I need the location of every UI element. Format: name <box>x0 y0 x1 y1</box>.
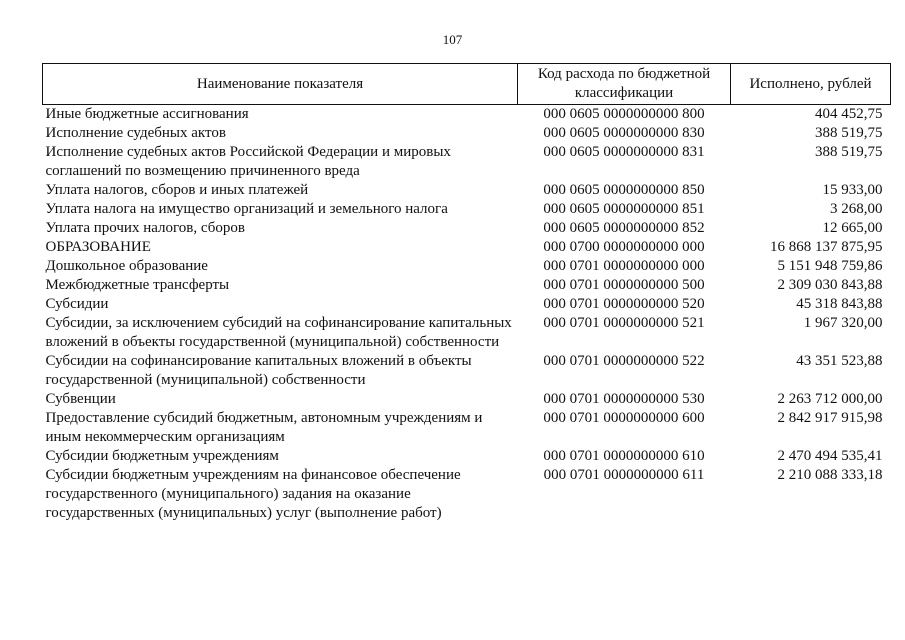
row-code: 000 0701 0000000000 530 <box>543 391 705 407</box>
row-amount: 2 842 917 915,98 <box>777 410 883 426</box>
row-amount: 16 868 137 875,95 <box>770 239 883 255</box>
row-name: Субсидии бюджетным учреждениям <box>45 448 279 464</box>
table-row <box>43 447 891 466</box>
row-code: 000 0701 0000000000 611 <box>543 467 705 483</box>
row-code: 000 0701 0000000000 520 <box>543 296 705 312</box>
table-row <box>43 257 891 276</box>
table-header <box>43 64 891 105</box>
row-amount: 388 519,75 <box>815 144 883 160</box>
budget-table <box>42 63 891 523</box>
table-row <box>43 143 891 181</box>
row-name: Уплата налога на имущество организаций и земельного налога <box>45 201 448 217</box>
row-name: Межбюджетные трансферты <box>45 277 230 293</box>
row-amount: 45 318 843,88 <box>796 296 883 312</box>
row-amount: 2 309 030 843,88 <box>777 277 883 293</box>
header-amount: Исполнено, рублей <box>731 64 891 105</box>
row-code: 000 0701 0000000000 000 <box>543 258 705 274</box>
header-row <box>43 64 891 105</box>
row-name: Субсидии бюджетным учреждениям на финансовое обеспечение государственного (муниципального) задания на оказание государственных (муниципальных) услуг (выполнение работ) <box>45 467 461 521</box>
row-code: 000 0701 0000000000 522 <box>543 353 705 369</box>
row-name: Субсидии, за исключением субсидий на софинансирование капитальных вложений в объекты государственной (муниципальной) собственности <box>45 315 512 350</box>
table-row <box>43 124 891 143</box>
row-name: Уплата налогов, сборов и иных платежей <box>45 182 309 198</box>
table-row <box>43 314 891 352</box>
row-code: 000 0605 0000000000 851 <box>543 201 705 217</box>
table-row <box>43 390 891 409</box>
table-row <box>43 295 891 314</box>
row-amount: 15 933,00 <box>822 182 883 198</box>
table-row <box>43 276 891 295</box>
row-code: 000 0605 0000000000 800 <box>543 106 705 122</box>
table-row <box>43 409 891 447</box>
row-name: Предоставление субсидий бюджетным, автономным учреждениям и иным некоммерческим организациям <box>45 410 483 445</box>
row-name: Исполнение судебных актов <box>45 125 226 141</box>
row-name: Субсидии <box>45 296 109 312</box>
row-amount: 12 665,00 <box>822 220 883 236</box>
row-code: 000 0605 0000000000 831 <box>543 144 705 160</box>
row-code: 000 0701 0000000000 500 <box>543 277 705 293</box>
row-name: Субвенции <box>45 391 116 407</box>
row-amount: 5 151 948 759,86 <box>777 258 883 274</box>
row-amount: 3 268,00 <box>830 201 883 217</box>
table-row <box>43 181 891 200</box>
row-code: 000 0605 0000000000 852 <box>543 220 705 236</box>
row-amount: 1 967 320,00 <box>803 315 883 331</box>
row-code: 000 0701 0000000000 610 <box>543 448 705 464</box>
row-name: ОБРАЗОВАНИЕ <box>45 239 151 255</box>
table-row <box>43 219 891 238</box>
row-code: 000 0701 0000000000 600 <box>543 410 705 426</box>
row-name: Исполнение судебных актов Российской Федерации и мировых соглашений по возмещению причиненного вреда <box>45 144 451 179</box>
row-amount: 2 263 712 000,00 <box>777 391 883 407</box>
row-code: 000 0700 0000000000 000 <box>543 239 705 255</box>
row-name: Субсидии на софинансирование капитальных вложений в объекты государственной (муниципальной) собственности <box>45 353 472 388</box>
table-row <box>43 238 891 257</box>
row-amount: 2 210 088 333,18 <box>777 467 883 483</box>
table-row <box>43 105 891 125</box>
table-row <box>43 352 891 390</box>
table-row <box>43 466 891 523</box>
row-code: 000 0701 0000000000 521 <box>543 315 705 331</box>
row-name: Уплата прочих налогов, сборов <box>45 220 245 236</box>
row-amount: 2 470 494 535,41 <box>777 448 883 464</box>
row-name: Иные бюджетные ассигнования <box>45 106 249 122</box>
row-amount: 43 351 523,88 <box>796 353 883 369</box>
row-code: 000 0605 0000000000 830 <box>543 125 705 141</box>
row-name: Дошкольное образование <box>45 258 208 274</box>
row-amount: 388 519,75 <box>815 125 883 141</box>
header-name: Наименование показателя <box>43 64 518 105</box>
page-number: 107 <box>442 32 463 47</box>
table-row <box>43 200 891 219</box>
row-amount: 404 452,75 <box>815 106 883 122</box>
header-code: Код расхода по бюджетной классификации <box>518 64 731 105</box>
row-code: 000 0605 0000000000 850 <box>543 182 705 198</box>
table-body <box>43 105 891 524</box>
